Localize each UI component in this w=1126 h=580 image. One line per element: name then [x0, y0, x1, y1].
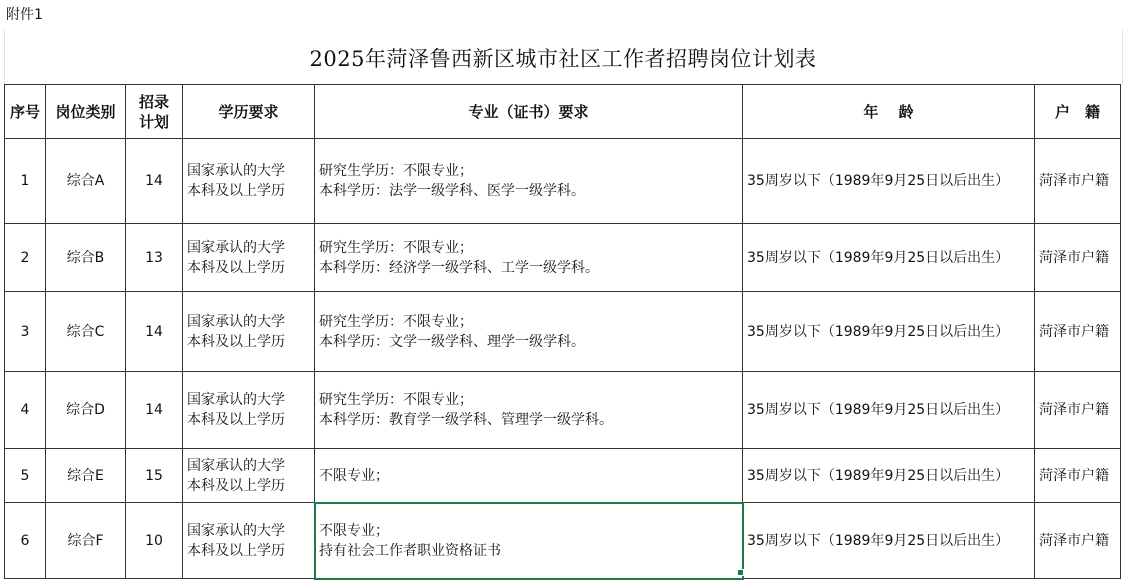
cell-education[interactable] — [183, 449, 315, 503]
education-line: 本科及以上学历 — [187, 259, 285, 276]
education-line: 本科及以上学历 — [187, 183, 285, 199]
header-plan[interactable] — [126, 85, 183, 139]
fill-handle[interactable] — [737, 569, 744, 576]
table-row — [5, 139, 1121, 224]
cell-hukou[interactable]: 菏泽市户籍 — [1035, 224, 1121, 292]
cell-plan[interactable]: 14 — [126, 139, 183, 224]
cell-major[interactable] — [315, 372, 743, 449]
cell-category[interactable]: 综合A — [46, 139, 126, 224]
table-header-row — [5, 85, 1121, 139]
table-row — [5, 372, 1121, 449]
major-line: 不限专业； — [319, 467, 389, 484]
cell-hukou[interactable]: 菏泽市户籍 — [1035, 292, 1121, 372]
cell-age[interactable]: 35周岁以下（1989年9月25日以后出生） — [743, 503, 1035, 579]
cell-education[interactable] — [183, 292, 315, 372]
education-line: 本科及以上学历 — [187, 477, 285, 494]
major-line: 持有社会工作者职业资格证书 — [319, 542, 501, 559]
cell-category[interactable]: 综合F — [46, 503, 126, 579]
cell-major[interactable] — [315, 224, 743, 292]
cell-index[interactable]: 1 — [5, 139, 46, 224]
education-line: 国家承认的大学 — [187, 457, 285, 474]
header-index[interactable]: 序号 — [5, 85, 46, 139]
cell-index[interactable]: 4 — [5, 372, 46, 449]
education-line: 国家承认的大学 — [187, 522, 285, 539]
major-line: 本科学历：经济学一级学科、工学一级学科。 — [319, 259, 599, 276]
cell-plan[interactable]: 14 — [126, 372, 183, 449]
cell-education[interactable] — [183, 372, 315, 449]
major-line: 不限专业； — [319, 522, 389, 539]
header-major[interactable]: 专业（证书）要求 — [315, 85, 743, 139]
education-line: 本科及以上学历 — [187, 542, 285, 559]
cell-plan[interactable]: 14 — [126, 292, 183, 372]
cell-plan[interactable]: 15 — [126, 449, 183, 503]
major-line: 研究生学历：不限专业； — [319, 392, 473, 408]
major-line: 本科学历：文学一级学科、理学一级学科。 — [319, 333, 585, 350]
header-plan-line1: 招录 — [138, 92, 169, 111]
cell-hukou[interactable]: 菏泽市户籍 — [1035, 372, 1121, 449]
cell-index[interactable]: 6 — [5, 503, 46, 579]
education-line: 国家承认的大学 — [187, 163, 285, 179]
cell-age[interactable]: 35周岁以下（1989年9月25日以后出生） — [743, 224, 1035, 292]
cell-index[interactable]: 5 — [5, 449, 46, 503]
cell-category[interactable]: 综合D — [46, 372, 126, 449]
major-line: 研究生学历：不限专业； — [319, 163, 473, 179]
table-row — [5, 503, 1121, 579]
attachment-label: 附件1 — [6, 7, 43, 23]
header-age[interactable]: 年 龄 — [743, 85, 1035, 139]
education-line: 国家承认的大学 — [187, 392, 285, 408]
cell-category[interactable]: 综合E — [46, 449, 126, 503]
cell-age[interactable]: 35周岁以下（1989年9月25日以后出生） — [743, 139, 1035, 224]
major-line: 研究生学历：不限专业； — [319, 239, 473, 256]
major-line: 本科学历：教育学一级学科、管理学一级学科。 — [319, 412, 613, 428]
cell-category[interactable]: 综合C — [46, 292, 126, 372]
header-education[interactable]: 学历要求 — [183, 85, 315, 139]
cell-age[interactable]: 35周岁以下（1989年9月25日以后出生） — [743, 292, 1035, 372]
education-line: 国家承认的大学 — [187, 239, 285, 256]
header-category[interactable]: 岗位类别 — [46, 85, 126, 139]
cell-category[interactable]: 综合B — [46, 224, 126, 292]
recruitment-plan-table — [4, 84, 1121, 579]
cell-major[interactable] — [315, 449, 743, 503]
education-line: 本科及以上学历 — [187, 412, 285, 428]
table-row — [5, 449, 1121, 503]
cell-hukou[interactable]: 菏泽市户籍 — [1035, 139, 1121, 224]
header-plan-line2: 计划 — [138, 112, 169, 131]
education-line: 本科及以上学历 — [187, 333, 285, 350]
cell-major[interactable] — [315, 139, 743, 224]
major-line: 本科学历：法学一级学科、医学一级学科。 — [319, 183, 585, 199]
cell-age[interactable]: 35周岁以下（1989年9月25日以后出生） — [743, 449, 1035, 503]
cell-education[interactable] — [183, 139, 315, 224]
table-row — [5, 224, 1121, 292]
cell-index[interactable]: 2 — [5, 224, 46, 292]
cell-age[interactable]: 35周岁以下（1989年9月25日以后出生） — [743, 372, 1035, 449]
page-title: 2025年菏泽鲁西新区城市社区工作者招聘岗位计划表 — [309, 47, 817, 71]
cell-plan[interactable]: 13 — [126, 224, 183, 292]
cell-hukou[interactable]: 菏泽市户籍 — [1035, 449, 1121, 503]
major-line: 研究生学历：不限专业； — [319, 313, 473, 330]
table-row — [5, 292, 1121, 372]
cell-hukou[interactable]: 菏泽市户籍 — [1035, 503, 1121, 579]
cell-education[interactable] — [183, 503, 315, 579]
cell-major-selected[interactable] — [315, 503, 743, 579]
cell-education[interactable] — [183, 224, 315, 292]
cell-plan[interactable]: 10 — [126, 503, 183, 579]
header-hukou[interactable]: 户 籍 — [1035, 85, 1121, 139]
cell-major[interactable] — [315, 292, 743, 372]
education-line: 国家承认的大学 — [187, 313, 285, 330]
cell-index[interactable]: 3 — [5, 292, 46, 372]
